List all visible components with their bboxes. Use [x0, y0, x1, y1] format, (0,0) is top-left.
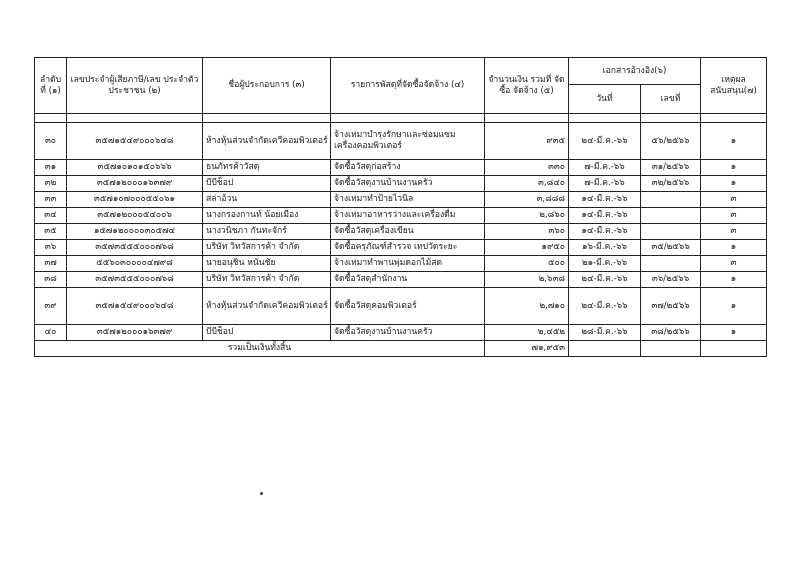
cell-order: ๓๒ [35, 176, 67, 192]
cell-date: ๑๔-มี.ค.-๖๖ [569, 192, 641, 208]
cell-taxid: ๓๕๗๑๐๗๐๐๐๕๕๐๖๑ [67, 192, 203, 208]
cell-vendor: บริษัท วิทวัสการค้า จำกัด [203, 240, 331, 256]
header-order: ลำดับที่ (๑) [35, 58, 67, 114]
table-row [35, 123, 767, 160]
cell-date: ๑๔-มี.ค.-๖๖ [569, 208, 641, 224]
cell-vendor: ธนภัทรค้าวัสดุ [203, 160, 331, 176]
cell-docno: ๓๒/๒๕๖๖ [641, 176, 701, 192]
cell-vendor: ห้างหุ้นส่วนจำกัดเควีคอมพิวเตอร์ [203, 123, 331, 160]
cell-date: ๒๔-มี.ค.-๖๖ [569, 123, 641, 160]
cell-amount: ๓๓๐ [485, 160, 569, 176]
table-row [35, 288, 767, 325]
cell-description: จ้างเหมาทำป้ายไวนิล [331, 192, 485, 208]
total-empty-cell [701, 341, 767, 357]
cell-order: ๓๕ [35, 224, 67, 240]
table-row [35, 224, 767, 240]
cell-taxid: ๓๕๗๑๒๐๐๐๑๖๓๗๙ [67, 176, 203, 192]
cell-amount: ๒,๘๖๐ [485, 208, 569, 224]
total-amount: ๗๑,๙๕๓ [485, 341, 569, 357]
table-row [35, 176, 767, 192]
table-row [35, 272, 767, 288]
scan-speck [260, 492, 263, 495]
cell-date: ๒๔-มี.ค.-๖๖ [569, 288, 641, 325]
table-row [35, 160, 767, 176]
cell-docno [641, 224, 701, 240]
cell-description: จัดซื้อครุภัณฑ์สำรวจ เทปวัดระยะ [331, 240, 485, 256]
cell-docno: ๕๖/๒๕๖๖ [641, 123, 701, 160]
header-taxid: เลขประจำผู้เสียภาษี/เลข ประจำตัวประชาชน (๒) [67, 58, 203, 114]
cell-order: ๓๘ [35, 272, 67, 288]
cell-docno: ๓๕/๒๕๖๖ [641, 240, 701, 256]
cell-reason: ๓ [701, 224, 767, 240]
cell-vendor: นายอนุชิน หนันชัย [203, 256, 331, 272]
cell-docno [641, 192, 701, 208]
cell-order: ๓๙ [35, 288, 67, 325]
cell-taxid: ๓๕๗๓๕๕๕๐๐๐๗๖๘ [67, 272, 203, 288]
cell-taxid: ๕๕๖๐๓๐๐๐๐๔๗๙๘ [67, 256, 203, 272]
cell-docno: ๓๑/๒๕๖๖ [641, 160, 701, 176]
cell-vendor: บีบีช็อป [203, 325, 331, 341]
header-description: รายการพัสดุที่จัดซื้อจัดจ้าง (๔) [331, 58, 485, 114]
cell-date: ๗-มี.ค.-๖๖ [569, 160, 641, 176]
cell-reason: ๑ [701, 160, 767, 176]
cell-order: ๓๗ [35, 256, 67, 272]
cell-vendor: นางกรองกานท์ น้อยเมือง [203, 208, 331, 224]
cell-reason: ๓ [701, 192, 767, 208]
cell-reason: ๑ [701, 240, 767, 256]
cell-order: ๓๖ [35, 240, 67, 256]
cell-reason: ๑ [701, 288, 767, 325]
header-date: วันที่ [569, 85, 641, 114]
cell-amount: ๒,๖๓๘ [485, 272, 569, 288]
cell-reason: ๑ [701, 176, 767, 192]
cell-taxid: ๓๕๗๓๕๕๕๐๐๐๗๖๘ [67, 240, 203, 256]
cell-amount: ๕๐๐ [485, 256, 569, 272]
cell-vendor: ห้างหุ้นส่วนจำกัดเควีคอมพิวเตอร์ [203, 288, 331, 325]
table-row [35, 192, 767, 208]
cell-order: ๓๑ [35, 160, 67, 176]
cell-description: จ้างเหมาทำพานพุ่มดอกไม้สด [331, 256, 485, 272]
cell-description: จัดซื้อวัสดุเครื่องเขียน [331, 224, 485, 240]
cell-taxid: ๑๕๗๑๒๐๐๐๐๓๐๕๗๔ [67, 224, 203, 240]
cell-amount: ๑๙๕๐ [485, 240, 569, 256]
cell-amount: ๒,๗๑๐ [485, 288, 569, 325]
cell-vendor: บีบีช็อป [203, 176, 331, 192]
header-docno: เลขที่ [641, 85, 701, 114]
cell-vendor: นางวนิชภา กันทะจักร์ [203, 224, 331, 240]
cell-date: ๒๑-มี.ค.-๖๖ [569, 256, 641, 272]
header-reason: เหตุผล สนับสนุน(๗) [701, 58, 767, 114]
cell-reason: ๓ [701, 256, 767, 272]
cell-vendor: สล่าอ้วน [203, 192, 331, 208]
cell-amount: ๓๖๐ [485, 224, 569, 240]
cell-taxid: ๓๕๗๑๕๔๙๐๐๐๖๔๘ [67, 123, 203, 160]
cell-docno: ๓๖/๒๕๖๖ [641, 272, 701, 288]
total-empty-cell [569, 341, 641, 357]
cell-docno: ๓๗/๒๕๖๖ [641, 288, 701, 325]
header-vendor: ชื่อผู้ประกอบการ (๓) [203, 58, 331, 114]
cell-description: จ้างเหมาอาหารว่างและเครื่องดื่ม [331, 208, 485, 224]
cell-order: ๓๓ [35, 192, 67, 208]
table-row [35, 208, 767, 224]
cell-date: ๒๔-มี.ค.-๖๖ [569, 272, 641, 288]
cell-description: จัดซื้อวัสดุสำนักงาน [331, 272, 485, 288]
cell-taxid: ๓๕๗๑๐๑๐๑๕๐๖๖๖ [67, 160, 203, 176]
cell-order: ๔๐ [35, 325, 67, 341]
cell-amount: ๓,๘๘๘ [485, 192, 569, 208]
total-label: รวมเป็นเงินทั้งสิ้น [35, 341, 485, 357]
cell-order: ๓๐ [35, 123, 67, 160]
cell-description: จัดซื้อวัสดุคอมพิวเตอร์ [331, 288, 485, 325]
spacer-row [35, 114, 767, 123]
cell-taxid: ๓๕๗๑๒๐๐๐๕๔๐๐๖ [67, 208, 203, 224]
cell-vendor: บริษัท วิทวัสการค้า จำกัด [203, 272, 331, 288]
cell-date: ๗-มี.ค.-๖๖ [569, 176, 641, 192]
cell-taxid: ๓๕๗๑๕๔๙๐๐๐๖๔๘ [67, 288, 203, 325]
cell-description: จ้างเหมาบำรุงรักษาและซ่อมแซม เครื่องคอมพิวเตอร์ [331, 123, 485, 160]
header-amount: จำนวนเงิน รวมที่ จัดซื้อ จัดจ้าง (๕) [485, 58, 569, 114]
cell-reason: ๑ [701, 123, 767, 160]
cell-amount: ๓,๘๔๐ [485, 176, 569, 192]
table-row [35, 240, 767, 256]
cell-taxid: ๓๕๗๑๒๐๐๐๑๖๓๗๙ [67, 325, 203, 341]
total-empty-cell [641, 341, 701, 357]
header-documents: เอกสารอ้างอิง(๖) [569, 58, 701, 85]
cell-order: ๓๔ [35, 208, 67, 224]
cell-date: ๑๖-มี.ค.-๖๖ [569, 240, 641, 256]
cell-date: ๒๘-มี.ค.-๖๖ [569, 325, 641, 341]
cell-docno [641, 256, 701, 272]
cell-description: จัดซื้อวัสดุก่อสร้าง [331, 160, 485, 176]
cell-reason: ๑ [701, 325, 767, 341]
table-row [35, 256, 767, 272]
total-row [35, 341, 767, 357]
cell-reason: ๑ [701, 272, 767, 288]
procurement-table [34, 57, 767, 357]
table-row [35, 325, 767, 341]
cell-reason: ๓ [701, 208, 767, 224]
cell-amount: ๙๓๕ [485, 123, 569, 160]
cell-docno: ๓๘/๒๕๖๖ [641, 325, 701, 341]
cell-description: จัดซื้อวัสดุงานบ้านงานครัว [331, 176, 485, 192]
cell-date: ๑๔-มี.ค.-๖๖ [569, 224, 641, 240]
cell-description: จัดซื้อวัสดุงานบ้านงานครัว [331, 325, 485, 341]
cell-docno [641, 208, 701, 224]
cell-amount: ๒,๔๕๒ [485, 325, 569, 341]
